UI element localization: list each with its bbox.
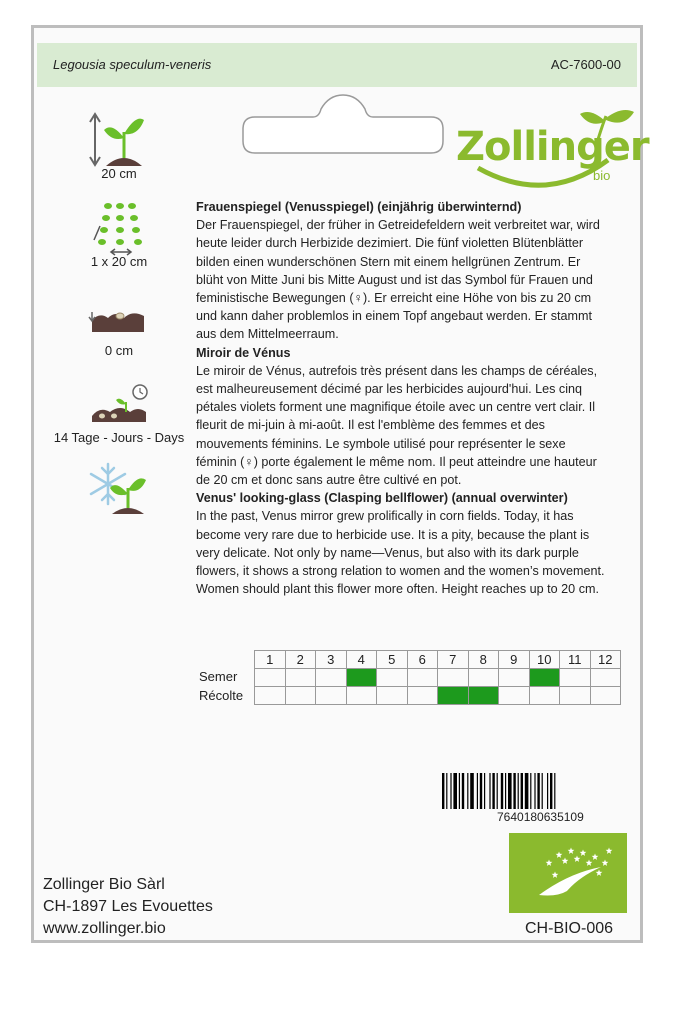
calendar-cell [529,687,560,705]
plant-height-icon [86,108,152,170]
sowing-calendar [254,650,621,705]
calendar-month-header: 11 [560,651,591,669]
logo-brand: Zollinger [456,124,649,170]
calendar-cell-active [529,669,560,687]
eu-star-icon [556,852,563,858]
description-en-title: Venus' looking-glass (Clasping bellflower) (annual overwinter) [196,491,568,506]
barcode-bar [501,773,503,809]
calendar-row-label-harvest: Récolte [199,688,244,703]
eu-star-icon [606,848,613,854]
calendar-month-header: 10 [529,651,560,669]
barcode-bar [554,773,555,809]
calendar-cell [255,669,286,687]
barcode-bar [480,773,482,809]
eu-star-icon [592,854,599,860]
calendar-cell [468,669,499,687]
calendar-row [255,687,621,705]
calendar-cell [285,669,316,687]
barcode-bar [453,773,457,809]
eu-star-icon [602,860,609,866]
barcode-bar [550,773,552,809]
barcode-bar [542,773,543,809]
calendar-cell [560,669,591,687]
spacing-icon [86,196,152,258]
calendar-month-header: 1 [255,651,286,669]
description-fr-text: Le miroir de Vénus, autrefois très présent dans les champs de céréales, est malheureusement décimé par les herbicides aujourd'hui. Les cinq pétales violets forment une magnifique étoile avec un centre vert clair. Il fleurit de mi-juin à mi-août. Il est l'emblème des femmes et des mouvements féminins. Le symbole utilisé pour représenter le sexe féminin (♀) porte également le même nom. Il peut atteindre une hauteur de 20 cm et donc sans autre être cultivé en pot. [196,363,598,488]
eu-leaf-stars-icon [509,833,627,913]
latin-name: Legousia speculum-veneris [53,57,212,72]
height-label: 20 cm [101,166,137,181]
article-code: AC-7600-00 [550,57,621,72]
barcode-bar [534,773,535,809]
barcode-bar [537,773,539,809]
description-fr-title: Miroir de Vénus [196,345,291,360]
barcode-bar [521,773,523,809]
germination-label: 14 Tage - Jours - Days [53,430,185,445]
calendar-month-header: 6 [407,651,438,669]
barcode-bar [467,773,468,809]
description-block [196,198,606,598]
calendar-cell [346,687,377,705]
calendar-cell [316,687,347,705]
depth-label: 0 cm [104,343,134,358]
barcode-bar [530,773,531,809]
calendar-cell [316,669,347,687]
eu-star-icon [574,856,581,862]
eu-star-icon [580,850,587,856]
barcode-bar [446,773,447,809]
calendar-cell [285,687,316,705]
barcode [442,773,624,813]
calendar-month-header: 3 [316,651,347,669]
eu-star-icon [586,860,593,866]
barcode-bar [525,773,529,809]
calendar-cell-active [468,687,499,705]
calendar-cell [438,669,469,687]
calendar-cell-active [346,669,377,687]
barcode-bar [508,773,512,809]
company-website-link[interactable]: www.zollinger.bio [43,920,166,937]
hang-tab-outline [241,93,446,155]
calendar-cell-active [438,687,469,705]
calendar-month-header: 9 [499,651,530,669]
barcode-bar [459,773,460,809]
barcode-bar [518,773,519,809]
calendar-cell [377,669,408,687]
eu-star-icon [552,872,559,878]
description-en-text: In the past, Venus mirror grew prolifically in corn fields. Today, it has become very rare due to herbicide use. It is a pity, because the plant is very delicate. Not only by name—Venus, but also with its dark purple flowers, it shows a strong relation to women and the women’s movement. Women should plant this flower more often. Height reaches up to 20 cm. [196,509,605,597]
calendar-cell [590,687,621,705]
sowing-depth-icon [86,286,152,348]
calendar-cell [407,669,438,687]
germination-time-icon [86,376,152,438]
barcode-bar [547,773,548,809]
seed-packet-back [31,25,649,943]
logo-sub: bio [593,168,611,183]
eu-star-icon [596,870,603,876]
description-de-title: Frauenspiegel (Venusspiegel) (einjährig überwinternd) [196,200,522,214]
calendar-cell [377,687,408,705]
barcode-bar [477,773,478,809]
calendar-month-header: 5 [377,651,408,669]
calendar-cell [560,687,591,705]
barcode-bar [489,773,490,809]
barcode-bar [492,773,494,809]
eu-star-icon [546,860,553,866]
eu-organic-logo [509,833,627,913]
spacing-label: 1 x 20 cm [90,254,148,269]
eu-star-icon [562,858,569,864]
header-band [37,43,637,87]
barcode-bar [484,773,485,809]
company-address: CH-1897 Les Evouettes [43,898,213,915]
calendar-cell [499,687,530,705]
barcode-bar [450,773,451,809]
calendar-month-header: 7 [438,651,469,669]
barcode-bar [505,773,506,809]
organic-certification-code: CH-BIO-006 [525,920,614,937]
eu-star-icon [568,848,575,854]
barcode-bar [442,773,444,809]
calendar-cell [590,669,621,687]
calendar-row [255,669,621,687]
calendar-cell [255,687,286,705]
calendar-month-header: 8 [468,651,499,669]
barcode-bar [462,773,464,809]
calendar-cell [407,687,438,705]
calendar-month-header: 12 [590,651,621,669]
frost-hardy-icon [86,458,152,520]
calendar-cell [499,669,530,687]
barcode-bar [513,773,515,809]
barcode-bar [497,773,498,809]
description-de-text: Der Frauenspiegel, der früher in Getreidefeldern weit verbreitet war, wird heute leider durch Herbizide dezimiert. Die fünf violetten Blütenblätter bilden einen wunderschönen Stern mit einem hellgrünen Zentrum. Er blüht von Mitte Juni bis Mitte August und ist das Symbol für Frauen und feministische Bewegungen (♀). Er erreicht eine Höhe von bis zu 20 cm und kann daher problemlos in einem Topf angebaut werden. Er stammt aus dem Mittelmeerraum. [196,218,600,342]
calendar-row-label-sow: Semer [199,669,238,684]
barcode-bar [470,773,474,809]
zollinger-logo [456,106,649,201]
calendar-month-header: 2 [285,651,316,669]
calendar-month-header: 4 [346,651,377,669]
barcode-number: 7640180635109 [497,810,584,824]
company-name: Zollinger Bio Sàrl [43,876,165,893]
